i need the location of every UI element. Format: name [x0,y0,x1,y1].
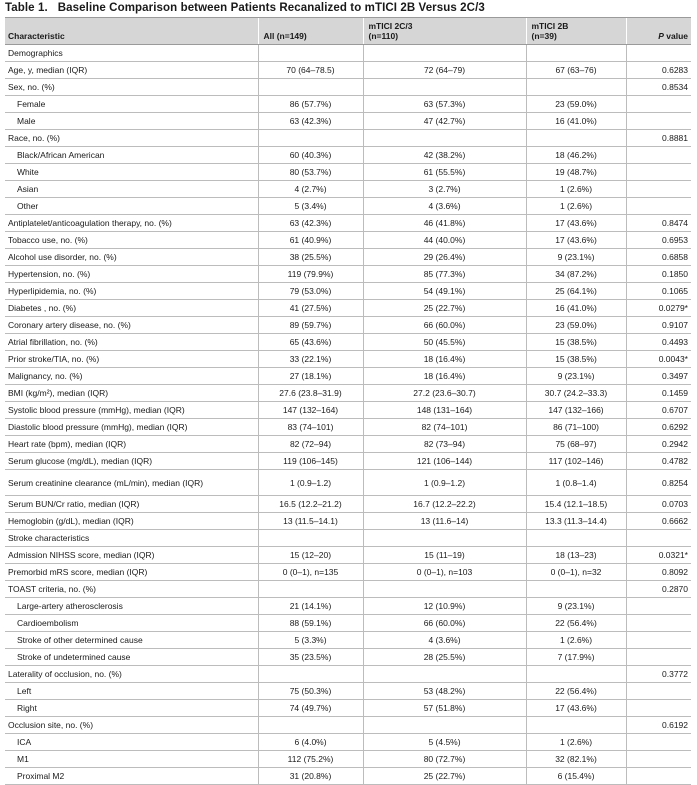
mtici-2b-value-cell: 6 (15.4%) [526,768,626,785]
p-value-cell: 0.0321* [626,547,691,564]
mtici-2c3-value-cell: 18 (16.4%) [363,351,526,368]
p-value-cell: 0.8474 [626,215,691,232]
table-row [5,385,691,402]
sub-row [5,96,691,113]
table-row [5,717,691,734]
p-value-cell: 0.8881 [626,130,691,147]
header-mtici-2c3-n: (n=110) [368,31,399,41]
table-row [5,513,691,530]
table-row [5,547,691,564]
mtici-2b-value-cell: 17 (43.6%) [526,215,626,232]
all-value-cell: 119 (106–145) [258,453,363,470]
p-value-cell [626,700,691,717]
characteristic-cell: Diastolic blood pressure (mmHg), median (IQR) [5,419,258,436]
p-value-cell: 0.4493 [626,334,691,351]
all-value-cell [258,530,363,547]
mtici-2c3-value-cell: 27.2 (23.6–30.7) [363,385,526,402]
characteristic-cell: M1 [5,751,258,768]
table-header [5,18,691,45]
mtici-2b-value-cell: 25 (64.1%) [526,283,626,300]
mtici-2b-value-cell: 9 (23.1%) [526,598,626,615]
all-value-cell [258,581,363,598]
all-value-cell: 21 (14.1%) [258,598,363,615]
table-row [5,436,691,453]
all-value-cell: 5 (3.4%) [258,198,363,215]
p-value-cell [626,198,691,215]
characteristic-cell: Laterality of occlusion, no. (%) [5,666,258,683]
mtici-2c3-value-cell: 82 (73–94) [363,436,526,453]
mtici-2c3-value-cell: 61 (55.5%) [363,164,526,181]
mtici-2c3-value-cell [363,130,526,147]
characteristic-cell: Serum glucose (mg/dL), median (IQR) [5,453,258,470]
characteristic-cell: Asian [5,181,258,198]
mtici-2c3-value-cell: 0 (0–1), n=103 [363,564,526,581]
mtici-2b-value-cell: 1 (2.6%) [526,734,626,751]
characteristic-cell: Occlusion site, no. (%) [5,717,258,734]
table-row [5,62,691,79]
header-characteristic: Characteristic [5,18,258,45]
p-value-cell: 0.6858 [626,249,691,266]
table-row [5,300,691,317]
table-row [5,130,691,147]
header-mtici-2b-n: (n=39) [531,31,557,41]
all-value-cell: 80 (53.7%) [258,164,363,181]
mtici-2b-value-cell: 7 (17.9%) [526,649,626,666]
characteristic-cell: White [5,164,258,181]
header-mtici-2c3 [363,18,526,45]
mtici-2b-value-cell: 9 (23.1%) [526,368,626,385]
p-value-cell: 0.6283 [626,62,691,79]
all-value-cell: 27.6 (23.8–31.9) [258,385,363,402]
all-value-cell: 112 (75.2%) [258,751,363,768]
mtici-2b-value-cell: 34 (87.2%) [526,266,626,283]
p-value-cell: 0.6953 [626,232,691,249]
mtici-2c3-value-cell: 13 (11.6–14) [363,513,526,530]
characteristic-cell: Female [5,96,258,113]
sub-row [5,683,691,700]
mtici-2b-value-cell: 19 (48.7%) [526,164,626,181]
p-value-cell: 0.8534 [626,79,691,96]
mtici-2b-value-cell [526,130,626,147]
p-value-cell [626,649,691,666]
section-row [5,45,691,62]
mtici-2b-value-cell: 18 (46.2%) [526,147,626,164]
mtici-2c3-value-cell: 72 (64–79) [363,62,526,79]
p-value-cell: 0.3497 [626,368,691,385]
p-value-cell: 0.2942 [626,436,691,453]
mtici-2c3-value-cell [363,530,526,547]
mtici-2b-value-cell: 75 (68–97) [526,436,626,453]
mtici-2c3-value-cell: 66 (60.0%) [363,317,526,334]
all-value-cell: 83 (74–101) [258,419,363,436]
mtici-2c3-value-cell: 46 (41.8%) [363,215,526,232]
characteristic-cell: Proximal M2 [5,768,258,785]
header-p-value [626,18,691,45]
all-value-cell: 4 (2.7%) [258,181,363,198]
table-row [5,249,691,266]
all-value-cell: 79 (53.0%) [258,283,363,300]
p-value-cell: 0.0703 [626,496,691,513]
header-mtici-2b-label: mTICI 2B [531,21,569,31]
table-row [5,334,691,351]
p-value-cell [626,615,691,632]
p-value-cell: 0.6292 [626,419,691,436]
mtici-2b-value-cell: 15 (38.5%) [526,351,626,368]
characteristic-cell: BMI (kg/m²), median (IQR) [5,385,258,402]
all-value-cell: 31 (20.8%) [258,768,363,785]
p-value-cell: 0.6707 [626,402,691,419]
mtici-2b-value-cell: 15.4 (12.1–18.5) [526,496,626,513]
all-value-cell: 60 (40.3%) [258,147,363,164]
characteristic-cell: Admission NIHSS score, median (IQR) [5,547,258,564]
table-row [5,351,691,368]
p-value-cell: 0.4782 [626,453,691,470]
all-value-cell: 63 (42.3%) [258,113,363,130]
characteristic-cell: Demographics [5,45,258,62]
table-row [5,368,691,385]
sub-row [5,147,691,164]
characteristic-cell: Malignancy, no. (%) [5,368,258,385]
mtici-2c3-value-cell: 42 (38.2%) [363,147,526,164]
table-row [5,266,691,283]
mtici-2c3-value-cell: 57 (51.8%) [363,700,526,717]
mtici-2c3-value-cell: 63 (57.3%) [363,96,526,113]
baseline-comparison-table [5,17,691,785]
p-value-cell: 0.9107 [626,317,691,334]
mtici-2c3-value-cell: 53 (48.2%) [363,683,526,700]
mtici-2b-value-cell: 16 (41.0%) [526,113,626,130]
all-value-cell: 89 (59.7%) [258,317,363,334]
table-caption [5,2,485,14]
characteristic-cell: Black/African American [5,147,258,164]
header-all: All (n=149) [258,18,363,45]
characteristic-cell: Serum BUN/Cr ratio, median (IQR) [5,496,258,513]
p-value-cell [626,683,691,700]
all-value-cell: 6 (4.0%) [258,734,363,751]
p-value-cell: 0.0043* [626,351,691,368]
mtici-2b-value-cell [526,45,626,62]
characteristic-cell: Stroke characteristics [5,530,258,547]
header-p-italic: P [658,31,664,41]
mtici-2b-value-cell: 13.3 (11.3–14.4) [526,513,626,530]
mtici-2c3-value-cell: 18 (16.4%) [363,368,526,385]
mtici-2b-value-cell: 22 (56.4%) [526,615,626,632]
p-value-cell [626,96,691,113]
p-value-cell: 0.1459 [626,385,691,402]
mtici-2c3-value-cell: 5 (4.5%) [363,734,526,751]
all-value-cell: 35 (23.5%) [258,649,363,666]
table-row [5,666,691,683]
all-value-cell: 38 (25.5%) [258,249,363,266]
mtici-2b-value-cell: 1 (2.6%) [526,198,626,215]
sub-row [5,198,691,215]
sub-row [5,751,691,768]
mtici-2b-value-cell: 147 (132–166) [526,402,626,419]
mtici-2c3-value-cell: 47 (42.7%) [363,113,526,130]
mtici-2c3-value-cell: 25 (22.7%) [363,768,526,785]
mtici-2b-value-cell [526,666,626,683]
mtici-2b-value-cell: 23 (59.0%) [526,96,626,113]
mtici-2b-value-cell: 117 (102–146) [526,453,626,470]
mtici-2c3-value-cell: 4 (3.6%) [363,198,526,215]
all-value-cell: 75 (50.3%) [258,683,363,700]
mtici-2c3-value-cell: 66 (60.0%) [363,615,526,632]
section-row [5,530,691,547]
p-value-cell [626,113,691,130]
all-value-cell: 88 (59.1%) [258,615,363,632]
all-value-cell: 0 (0–1), n=135 [258,564,363,581]
characteristic-cell: Race, no. (%) [5,130,258,147]
all-value-cell: 119 (79.9%) [258,266,363,283]
all-value-cell [258,79,363,96]
header-row [5,18,691,45]
characteristic-cell: Tobacco use, no. (%) [5,232,258,249]
mtici-2c3-value-cell: 28 (25.5%) [363,649,526,666]
p-value-cell: 0.3772 [626,666,691,683]
characteristic-cell: ICA [5,734,258,751]
p-value-cell [626,632,691,649]
p-value-cell [626,530,691,547]
mtici-2c3-value-cell [363,45,526,62]
all-value-cell: 5 (3.3%) [258,632,363,649]
table-row [5,564,691,581]
characteristic-cell: TOAST criteria, no. (%) [5,581,258,598]
p-value-cell: 0.6662 [626,513,691,530]
table-row [5,453,691,470]
mtici-2c3-value-cell: 50 (45.5%) [363,334,526,351]
mtici-2b-value-cell: 17 (43.6%) [526,232,626,249]
header-p-rest: value [663,31,688,41]
characteristic-cell: Premorbid mRS score, median (IQR) [5,564,258,581]
sub-row [5,632,691,649]
mtici-2b-value-cell [526,79,626,96]
p-value-cell: 0.2870 [626,581,691,598]
mtici-2b-value-cell: 22 (56.4%) [526,683,626,700]
table-row [5,215,691,232]
table-row [5,79,691,96]
mtici-2b-value-cell: 16 (41.0%) [526,300,626,317]
all-value-cell: 16.5 (12.2–21.2) [258,496,363,513]
mtici-2c3-value-cell: 82 (74–101) [363,419,526,436]
mtici-2c3-value-cell [363,666,526,683]
mtici-2b-value-cell: 9 (23.1%) [526,249,626,266]
mtici-2c3-value-cell: 3 (2.7%) [363,181,526,198]
all-value-cell: 65 (43.6%) [258,334,363,351]
mtici-2c3-value-cell: 44 (40.0%) [363,232,526,249]
all-value-cell: 27 (18.1%) [258,368,363,385]
mtici-2b-value-cell [526,530,626,547]
mtici-2b-value-cell: 0 (0–1), n=32 [526,564,626,581]
mtici-2c3-value-cell [363,79,526,96]
p-value-cell [626,147,691,164]
table-body [5,45,691,785]
characteristic-cell: Prior stroke/TIA, no. (%) [5,351,258,368]
p-value-cell: 0.8092 [626,564,691,581]
mtici-2c3-value-cell: 85 (77.3%) [363,266,526,283]
table-number: Table 1. [5,2,48,14]
sub-row [5,164,691,181]
all-value-cell [258,130,363,147]
sub-row [5,181,691,198]
characteristic-cell: Systolic blood pressure (mmHg), median (IQR) [5,402,258,419]
sub-row [5,113,691,130]
characteristic-cell: Large-artery atherosclerosis [5,598,258,615]
p-value-cell: 0.8254 [626,470,691,496]
all-value-cell: 15 (12–20) [258,547,363,564]
mtici-2c3-value-cell: 54 (49.1%) [363,283,526,300]
mtici-2b-value-cell [526,717,626,734]
all-value-cell [258,717,363,734]
p-value-cell [626,751,691,768]
all-value-cell: 13 (11.5–14.1) [258,513,363,530]
sub-row [5,700,691,717]
all-value-cell: 33 (22.1%) [258,351,363,368]
all-value-cell: 41 (27.5%) [258,300,363,317]
characteristic-cell: Sex, no. (%) [5,79,258,96]
mtici-2b-value-cell: 15 (38.5%) [526,334,626,351]
all-value-cell: 82 (72–94) [258,436,363,453]
mtici-2c3-value-cell [363,717,526,734]
mtici-2b-value-cell: 30.7 (24.2–33.3) [526,385,626,402]
mtici-2b-value-cell: 17 (43.6%) [526,700,626,717]
mtici-2c3-value-cell: 29 (26.4%) [363,249,526,266]
sub-row [5,649,691,666]
p-value-cell [626,598,691,615]
table-row [5,470,691,496]
characteristic-cell: Other [5,198,258,215]
all-value-cell [258,45,363,62]
characteristic-cell: Hypertension, no. (%) [5,266,258,283]
all-value-cell: 147 (132–164) [258,402,363,419]
characteristic-cell: Hemoglobin (g/dL), median (IQR) [5,513,258,530]
characteristic-cell: Heart rate (bpm), median (IQR) [5,436,258,453]
mtici-2c3-value-cell: 15 (11–19) [363,547,526,564]
mtici-2c3-value-cell: 4 (3.6%) [363,632,526,649]
mtici-2b-value-cell: 1 (0.8–1.4) [526,470,626,496]
mtici-2b-value-cell: 1 (2.6%) [526,632,626,649]
characteristic-cell: Atrial fibrillation, no. (%) [5,334,258,351]
p-value-cell: 0.0279* [626,300,691,317]
mtici-2c3-value-cell: 121 (106–144) [363,453,526,470]
all-value-cell: 1 (0.9–1.2) [258,470,363,496]
table-row [5,317,691,334]
mtici-2c3-value-cell: 25 (22.7%) [363,300,526,317]
p-value-cell: 0.1850 [626,266,691,283]
p-value-cell: 0.1065 [626,283,691,300]
mtici-2b-value-cell: 23 (59.0%) [526,317,626,334]
sub-row [5,734,691,751]
mtici-2b-value-cell: 67 (63–76) [526,62,626,79]
sub-row [5,615,691,632]
mtici-2c3-value-cell: 16.7 (12.2–22.2) [363,496,526,513]
all-value-cell [258,666,363,683]
mtici-2b-value-cell: 1 (2.6%) [526,181,626,198]
table-row [5,232,691,249]
mtici-2b-value-cell: 32 (82.1%) [526,751,626,768]
characteristic-cell: Alcohol use disorder, no. (%) [5,249,258,266]
mtici-2c3-value-cell: 80 (72.7%) [363,751,526,768]
characteristic-cell: Left [5,683,258,700]
mtici-2c3-value-cell: 12 (10.9%) [363,598,526,615]
characteristic-cell: Right [5,700,258,717]
all-value-cell: 61 (40.9%) [258,232,363,249]
table-row [5,496,691,513]
header-mtici-2c3-label: mTICI 2C/3 [368,21,413,31]
characteristic-cell: Antiplatelet/anticoagulation therapy, no. (%) [5,215,258,232]
all-value-cell: 74 (49.7%) [258,700,363,717]
all-value-cell: 86 (57.7%) [258,96,363,113]
mtici-2c3-value-cell: 148 (131–164) [363,402,526,419]
table-title: Baseline Comparison between Patients Recanalized to mTICI 2B Versus 2C/3 [57,2,485,14]
p-value-cell [626,45,691,62]
sub-row [5,598,691,615]
header-mtici-2b [526,18,626,45]
characteristic-cell: Age, y, median (IQR) [5,62,258,79]
mtici-2c3-value-cell [363,581,526,598]
characteristic-cell: Hyperlipidemia, no. (%) [5,283,258,300]
all-value-cell: 63 (42.3%) [258,215,363,232]
all-value-cell: 70 (64–78.5) [258,62,363,79]
table-row [5,283,691,300]
characteristic-cell: Stroke of undetermined cause [5,649,258,666]
mtici-2b-value-cell: 86 (71–100) [526,419,626,436]
mtici-2b-value-cell: 18 (13–23) [526,547,626,564]
characteristic-cell: Cardioembolism [5,615,258,632]
table-row [5,419,691,436]
p-value-cell [626,164,691,181]
characteristic-cell: Serum creatinine clearance (mL/min), median (IQR) [5,470,258,496]
table-row [5,581,691,598]
characteristic-cell: Stroke of other determined cause [5,632,258,649]
mtici-2b-value-cell [526,581,626,598]
characteristic-cell: Coronary artery disease, no. (%) [5,317,258,334]
table-row [5,402,691,419]
characteristic-cell: Male [5,113,258,130]
p-value-cell [626,181,691,198]
p-value-cell: 0.6192 [626,717,691,734]
mtici-2c3-value-cell: 1 (0.9–1.2) [363,470,526,496]
characteristic-cell: Diabetes , no. (%) [5,300,258,317]
p-value-cell [626,734,691,751]
